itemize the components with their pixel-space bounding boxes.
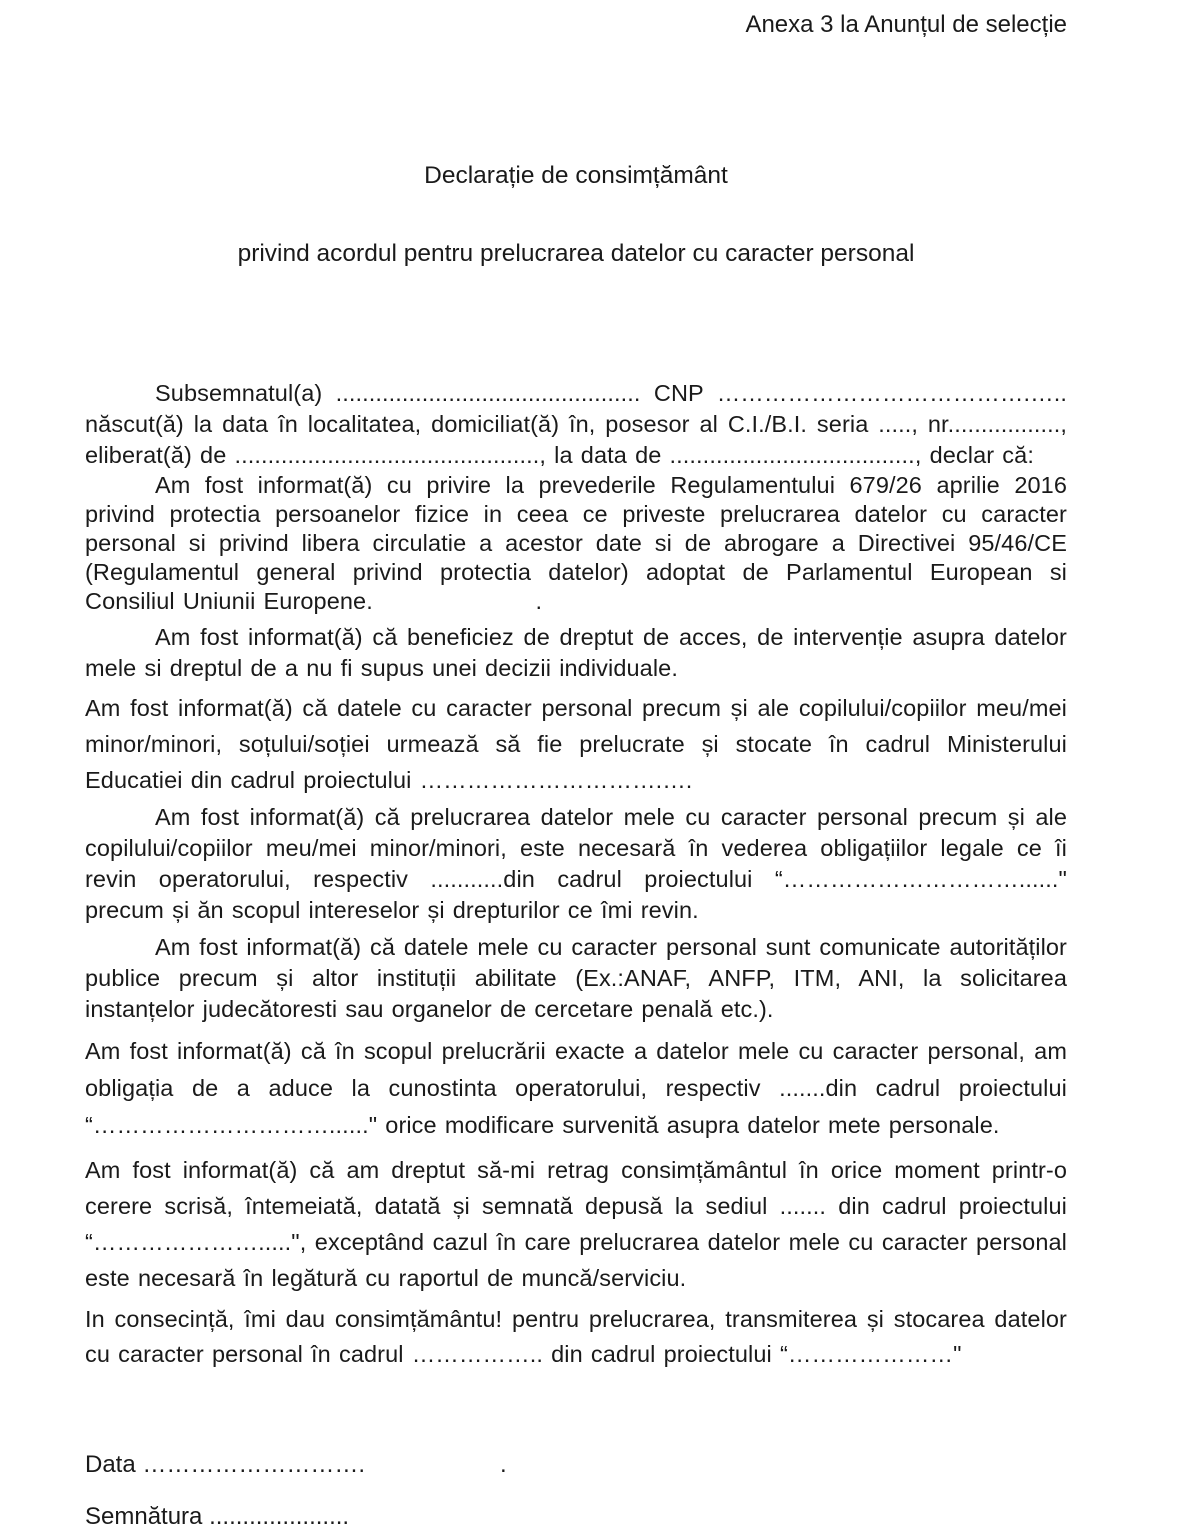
stray-dot: . bbox=[500, 1451, 507, 1478]
paragraph-children-data: Am fost informat(ă) că datele cu caracter personal precum și ale copilului/copiilor meu/mei minor/minori, soțului/soției urmează să fie prelucrate și stocate în cadrul Ministerului Educatiei din cadrul proiectului ………………………….…. bbox=[85, 695, 1067, 793]
paragraph-withdrawal: Am fost informat(ă) că am dreptut să-mi retrag consimțământul în orice moment printr-o cerere scrisă, întemeiată, datată și semnată depusă la sediul ....... din cadrul proiectului “………………….....", exceptând cazul în care prelucrarea datelor mele cu caracter personal este necesară în legătură cu raportul de muncă/serviciu. bbox=[85, 1157, 1067, 1291]
paragraph-consent: In consecință, îmi dau consimțământu! pentru prelucrarea, transmiterea și stocarea datelor cu caracter personal în cadrul …………….. din cadrul proiectului “…………………" bbox=[85, 1306, 1067, 1367]
annex-note: Anexa 3 la Anunțul de selecție bbox=[745, 11, 1067, 38]
paragraph-regulation: Am fost informat(ă) cu privire la prevederile Regulamentului 679/26 aprilie 2016 privind protectia persoanelor fizice in ceea ce priveste prelucrarea datelor cu caracter personal si privind libera circulatie a acestor date si de abrogare a Directivei 95/46/CE (Regulamentul general privind protectia datelor) adoptat de Parlamentul European si Consiliul Uniunii Europene. . bbox=[85, 472, 1067, 614]
date-label: Data ………………………. bbox=[85, 1451, 366, 1478]
paragraph-identity: Subsemnatul(a) .............................................. CNP ………………………………….….. născut(ă) la data în localitatea, domiciliat(ă) în, posesor al C.I./B.I. seria ....., nr................., eliberat(ă) de .............................................., la data de ....................................., declar că: bbox=[85, 380, 1067, 468]
doc-footer bbox=[85, 1450, 1067, 1532]
footer-signature-line bbox=[85, 1502, 1067, 1532]
doc-body bbox=[85, 378, 1067, 1372]
paragraph-authorities: Am fost informat(ă) că datele mele cu caracter personal sunt comunicate autorităților publice precum și altor instituții abilitate (Ex.:ANAF, ANFP, ITM, ANI, la solicitarea instanțelor judecătoresti sau organelor de cercetare penală etc.). bbox=[85, 934, 1067, 1022]
signature-label: Semnătura ..................... bbox=[85, 1503, 350, 1530]
doc-title: Declarație de consimțământ bbox=[424, 162, 728, 189]
paragraph-legal-obligations: Am fost informat(ă) că prelucrarea datelor mele cu caracter personal precum și ale copilului/copiilor meu/mei minor/minori, este necesară în vederea obligațiilor legale ce îi revin operatorului, respectiv ...........din cadrul proiectului “…………………………......" precum și ăn scopul intereselor și drepturilor ce îmi revin. bbox=[85, 804, 1067, 923]
paragraph-rights: Am fost informat(ă) că beneficiez de dreptut de acces, de intervenție asupra datelor mele si dreptul de a nu fi supus unei decizii individuale. bbox=[85, 624, 1067, 681]
footer-date-line bbox=[85, 1450, 1067, 1480]
paragraph-update-obligation: Am fost informat(ă) că în scopul prelucrării exacte a datelor mele cu caracter personal, am obligația de a aduce la cunostinta operatorului, respectiv .......din cadrul proiectului “…………………………......" orice modificare survenită asupra datelor mete personale. bbox=[85, 1038, 1067, 1138]
doc-subtitle: privind acordul pentru prelucrarea datelor cu caracter personal bbox=[237, 240, 915, 267]
